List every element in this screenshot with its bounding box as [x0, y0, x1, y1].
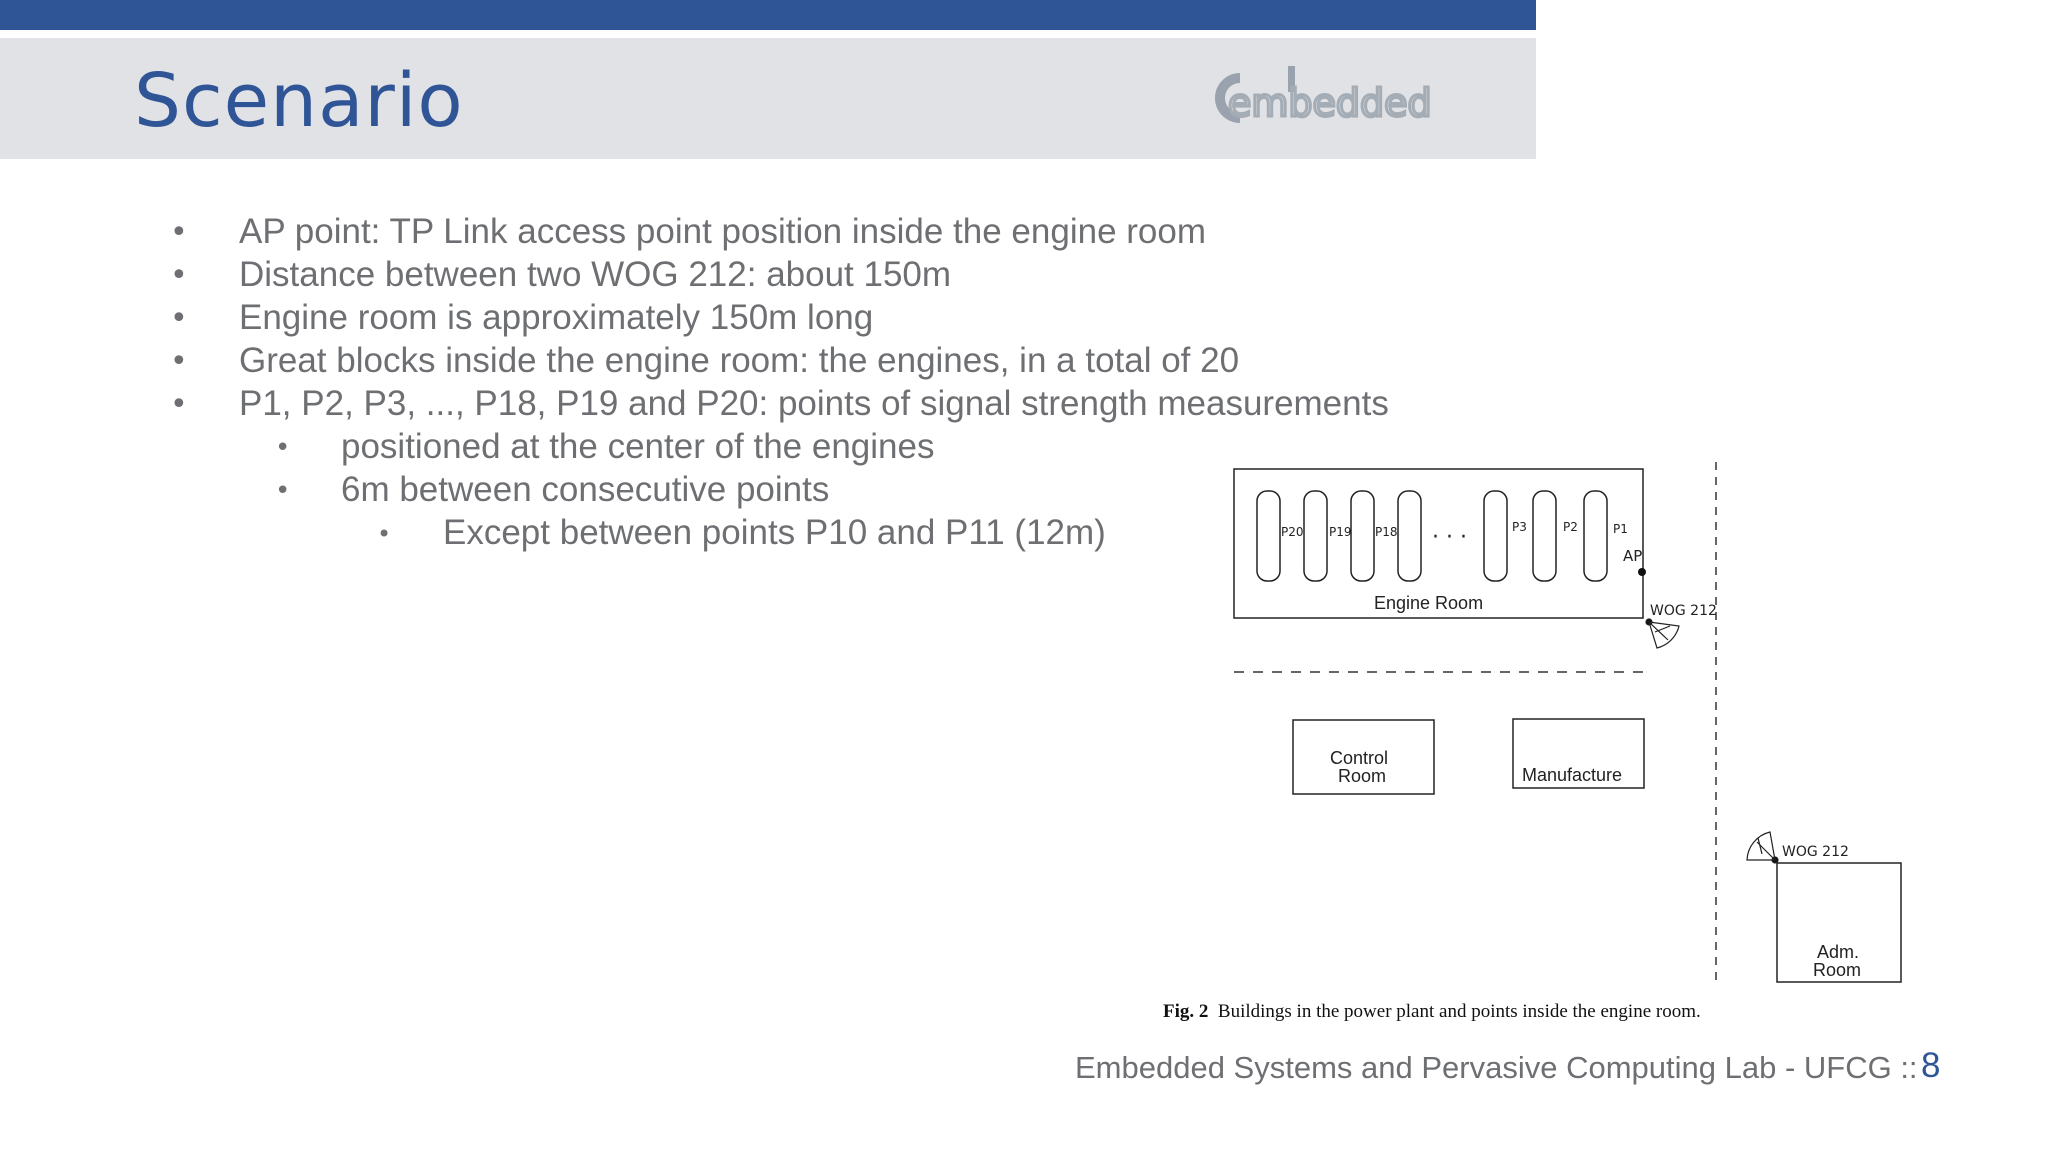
- point-label: P19: [1329, 525, 1352, 539]
- embedded-logo: [1200, 60, 1465, 132]
- logo-text: embedded: [1228, 81, 1432, 125]
- sub-sub-bullet-marker: •: [377, 520, 392, 548]
- bullet-item: Great blocks inside the engine room: the engines, in a total of 20: [239, 341, 1240, 380]
- manufacture-label: Manufacture: [1522, 765, 1623, 785]
- sub-bullet-marker: •: [275, 433, 291, 463]
- engine-room-label: Engine Room: [1374, 593, 1484, 613]
- page-number: 8: [1921, 1046, 1941, 1085]
- sub-bullet-marker: •: [275, 476, 291, 506]
- footer-lab-name: Embedded Systems and Pervasive Computing Lab - UFCG ::: [1075, 1050, 1918, 1085]
- control-room-label: Control: [1330, 748, 1389, 768]
- sub-bullet-item: 6m between consecutive points: [341, 470, 830, 509]
- bullet-marker: •: [170, 258, 188, 293]
- point-label: P2: [1563, 520, 1578, 534]
- caption-label: Fig. 2: [1163, 1001, 1209, 1022]
- wog-label-top: WOG 212: [1650, 603, 1717, 619]
- caption-text: Buildings in the power plant and points inside the engine room.: [1217, 1001, 1701, 1022]
- top-accent-bar: [0, 0, 1536, 30]
- point-label: P1: [1613, 522, 1628, 536]
- engine-block: [1398, 491, 1421, 581]
- ellipsis: · · ·: [1432, 525, 1467, 550]
- adm-room-label: Adm.: [1817, 942, 1860, 962]
- sub-bullet-item: positioned at the center of the engines: [341, 427, 935, 466]
- ap-label: AP: [1623, 547, 1643, 565]
- bullet-item: P1, P2, P3, ..., P18, P19 and P20: points of signal strength measurements: [239, 384, 1389, 423]
- bullet-item: Engine room is approximately 150m long: [239, 298, 874, 337]
- engine-block: [1584, 491, 1607, 581]
- figure-caption: [1163, 1001, 1701, 1023]
- engine-block: [1257, 491, 1280, 581]
- antenna-icon: [1747, 832, 1778, 863]
- ap-point: [1638, 568, 1646, 576]
- point-label: P3: [1512, 520, 1527, 534]
- bullet-item: Distance between two WOG 212: about 150m: [239, 255, 952, 294]
- bullet-marker: •: [170, 215, 188, 250]
- antenna-icon: [1646, 619, 1679, 648]
- point-label: P20: [1281, 525, 1304, 539]
- engine-block: [1351, 491, 1374, 581]
- control-room-label: Room: [1338, 766, 1387, 786]
- slide-title: Scenario: [134, 58, 464, 144]
- bullet-marker: •: [170, 344, 188, 379]
- engine-block: [1484, 491, 1507, 581]
- point-label: P18: [1375, 525, 1398, 539]
- bullet-marker: •: [170, 387, 188, 422]
- adm-room-label: Room: [1813, 960, 1862, 980]
- power-plant-diagram: [1220, 455, 1920, 995]
- bullet-marker: •: [170, 301, 188, 336]
- engine-block: [1533, 491, 1556, 581]
- wog-label-bottom: WOG 212: [1782, 844, 1849, 860]
- engine-block: [1304, 491, 1327, 581]
- sub-sub-bullet-item: Except between points P10 and P11 (12m): [443, 513, 1106, 552]
- bullet-item: AP point: TP Link access point position inside the engine room: [239, 212, 1206, 251]
